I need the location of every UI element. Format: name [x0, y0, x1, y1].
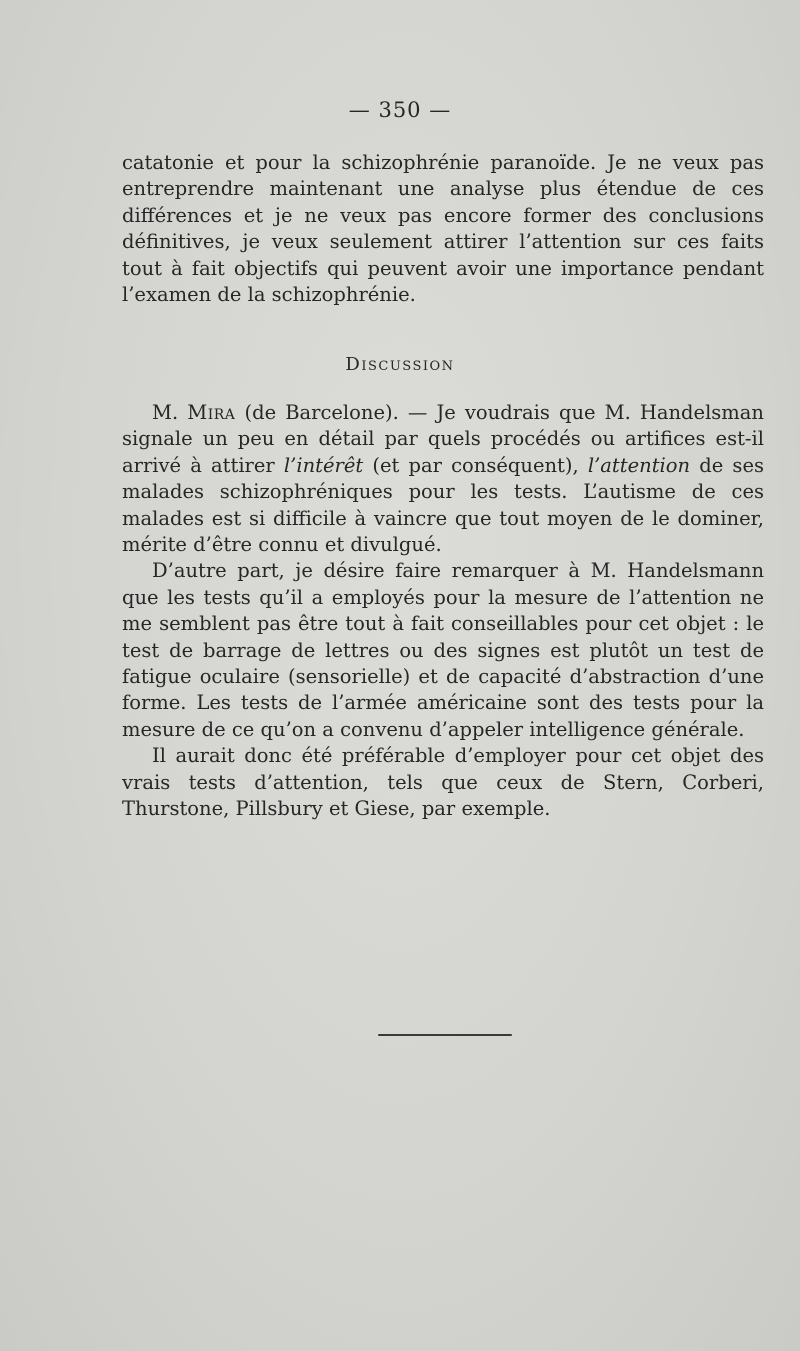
section-heading: Discussion — [345, 354, 455, 375]
discussion-paragraph-3: Il aurait donc été préférable d’employer pour cet objet des vrais tests d’attention, tels que ceux de Stern, Corberi, Thurstone, Pillsbury et Giese, par exemple. — [122, 744, 764, 821]
discussion-paragraph-2: D’autre part, je désire faire remarquer à M. Handelsmann que les tests qu’il a employés pour la mesure de l’attention ne me semblent pas être tout à fait conseillables pour cet objet : le test de barrage de lettres ou des signes est plutôt un test de fatigue oculaire (sensorielle) et de capacité d’abstraction d’une forme. Les tests de l’armée américaine sont des tests pour la mesure de ce qu’on a convenu d’appeler intelligence générale. — [122, 559, 764, 741]
discussion-text-block — [122, 400, 764, 823]
end-rule-divider — [378, 1034, 512, 1036]
paragraph-1-text-middle: (et par conséquent), — [372, 453, 579, 477]
intro-paragraph: catatonie et pour la schizophrénie paranoïde. Je ne veux pas entreprendre maintenant une analyse plus étendue de ces différences et je ne veux pas encore former des conclusions définitives, je veux seulement attirer l’attention sur ces faits tout à fait objectifs qui peuvent avoir une importance pendant l’examen de la schizophrénie. — [122, 151, 764, 307]
emphasis-attention: l’attention — [587, 453, 691, 477]
paragraph-1-text-end: de ses malades schizophréniques pour les tests. L’autisme de ces malades est si difficile à vaincre que tout moyen de le dominer, mérite d’être connu et divulgué. — [122, 453, 764, 557]
page-number: — 350 — — [348, 98, 452, 122]
speaker-origin: (de Barcelone). — — [244, 401, 428, 424]
paragraph-1-text-start: Je voudrais que M. Handelsman signale un peu en détail par quels procédés ou artifices est-il arrivé à attirer — [122, 401, 764, 477]
intro-text-block — [122, 150, 764, 308]
emphasis-interet: l’intérêt — [283, 453, 364, 477]
speaker-name: Mira — [187, 401, 236, 424]
discussion-paragraph-1 — [122, 400, 764, 558]
speaker-prefix: M. — [152, 401, 179, 424]
